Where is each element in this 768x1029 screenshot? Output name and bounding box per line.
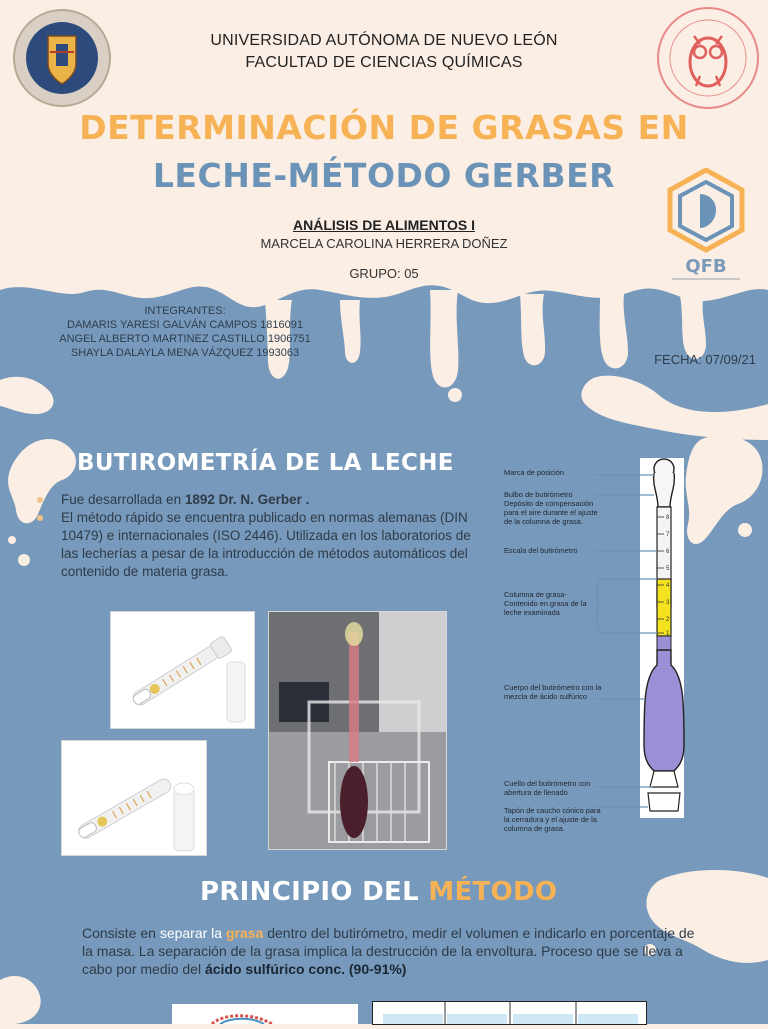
scale-tick-label: 2 — [666, 617, 670, 623]
scale-tick-label: 7 — [666, 532, 670, 538]
section2-title-main: PRINCIPIO DEL — [200, 877, 429, 907]
butyrometer-photo-1 — [111, 612, 254, 728]
section2-text-highlight: separar la — [159, 925, 226, 941]
butyrometer-diagram — [494, 455, 694, 855]
faculty-name: FACULTAD DE CIENCIAS QUÍMICAS — [245, 54, 523, 71]
scale-tick-label: 5 — [666, 566, 670, 572]
diagram-label: Bulbo de butirómetro Depósito de compensación para el aire durante el ajuste de la columna de grasa. — [504, 490, 598, 526]
title-line-1: DETERMINACIÓN DE GRASAS EN — [79, 108, 689, 147]
scale-tick-label: 8 — [666, 515, 670, 521]
scale-tick-label: 3 — [666, 600, 670, 606]
date-label: FECHA: 07/09/21 — [654, 352, 756, 367]
university-name: UNIVERSIDAD AUTÓNOMA DE NUEVO LEÓN — [210, 32, 558, 49]
diagram-label: Columna de grasa- Contenido en grasa de la leche examinada — [504, 590, 587, 617]
section2-text: dentro del butirómetro, medir el volumen e indicarlo en porcentaje de la masa. La separación de la grasa implica la destrucción de la envoltura. Proceso que se lleva a cabo por medio del — [82, 925, 695, 977]
members-heading: INTEGRANTES: — [144, 305, 226, 317]
diagram-label: Cuerpo del butirómetro con la mezcla de ácido sulfúrico — [504, 683, 602, 701]
fcq-logo — [656, 6, 760, 110]
bullet-dot-icon — [37, 497, 43, 503]
bullet-bold-text: 1892 Dr. N. Gerber . — [184, 492, 310, 507]
section2-bold-text: ácido sulfúrico conc. (90-91%) — [204, 961, 407, 977]
scale-tick-label: 4 — [666, 583, 670, 589]
uanl-logo — [12, 8, 112, 108]
section2-title-highlight: MÉTODO — [428, 877, 558, 907]
bullet-item — [40, 509, 480, 581]
member-item: SHAYLA DALAYLA MENA VÁZQUEZ 1993063 — [70, 347, 300, 359]
bullet-text: Fue desarrollada en — [61, 492, 185, 507]
section2-text: Consiste en — [82, 925, 160, 941]
diagram-label: Tapón de caucho cónico para la cerradura y el ajuste de la columna de grasa. — [504, 806, 601, 833]
scale-tick-label: 1 — [666, 631, 670, 637]
institution-header — [150, 30, 618, 74]
member-item: ANGEL ALBERTO MARTINEZ CASTILLO 1906751 — [59, 333, 311, 345]
diagram-label: Marca de posición — [504, 468, 564, 477]
bottom-image-left — [172, 1004, 358, 1024]
section1-body — [40, 491, 480, 581]
scale-tick-label: 6 — [666, 549, 670, 555]
lab-butyrometer-photo — [269, 612, 446, 849]
section2-keyword-grasa: grasa — [225, 925, 264, 941]
butyrometer-photo-2 — [62, 741, 206, 855]
subject-name: ANÁLISIS DE ALIMENTOS I — [292, 217, 475, 233]
diagram-label: Cuello del butirómetro con abertura de llenado — [504, 779, 591, 797]
teacher-name: MARCELA CAROLINA HERRERA DOÑEZ — [260, 236, 508, 251]
title-line-2: LECHE-MÉTODO GERBER — [152, 156, 616, 195]
qfb-label: QFB — [685, 256, 727, 277]
section2-body — [82, 924, 702, 978]
bullet-text: El método rápido se encuentra publicado en normas alemanas (DIN 10479) e internacionales (ISO 2446). Utilizada en los laboratorios de las lecherías a pesar de la introducción de métodos automáticos del contenido de materia grasa. — [61, 510, 471, 579]
group-label: GRUPO: 05 — [349, 266, 419, 281]
section-title-principio — [200, 877, 557, 907]
member-item: DAMARIS YARESI GALVÁN CAMPOS 1816091 — [67, 319, 303, 331]
bottom-image-right — [373, 1002, 646, 1024]
section-title-butirometria: BUTIROMETRÍA DE LA LECHE — [77, 450, 454, 476]
bullet-dot-icon — [37, 515, 43, 521]
members-block — [20, 304, 350, 360]
diagram-label: Escala del butirómetro — [504, 546, 578, 555]
bullet-item — [40, 491, 480, 509]
